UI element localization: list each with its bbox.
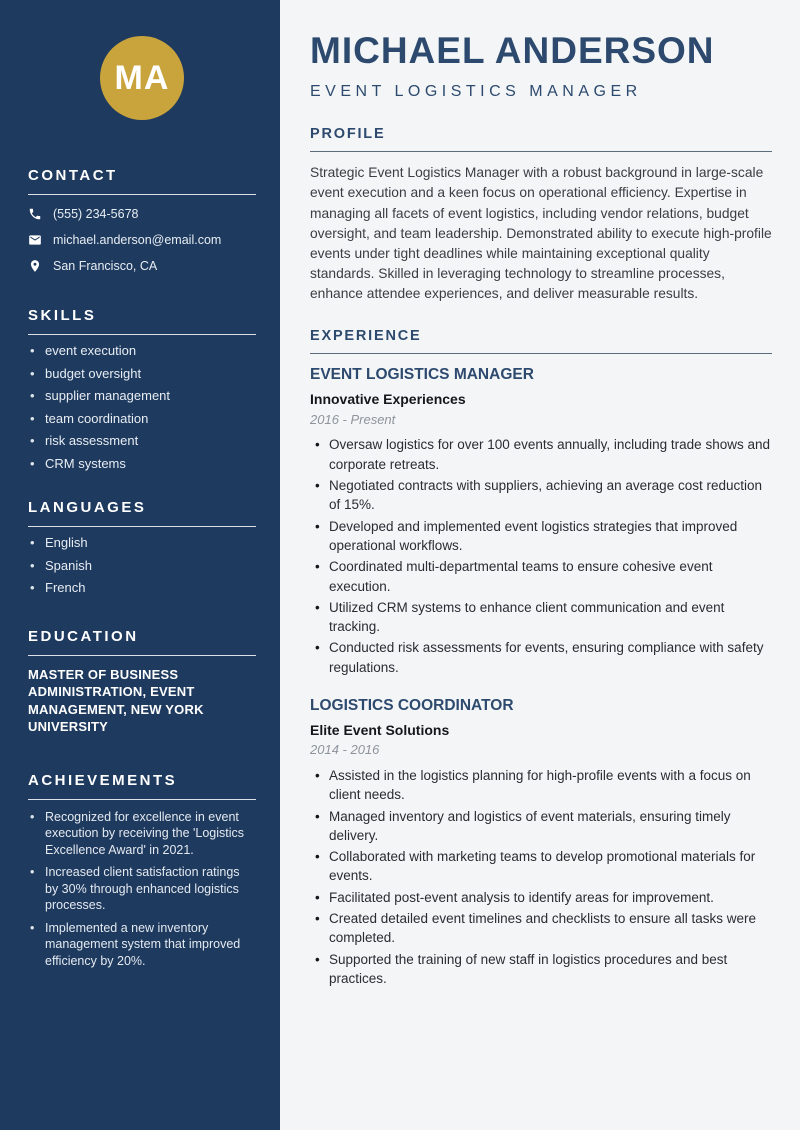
experience-heading: EXPERIENCE [310,328,772,354]
job-bullet: • Created detailed event timelines and checklists to ensure all tasks were completed. [310,909,772,948]
skills-section [28,307,256,473]
skills-divider [28,334,256,335]
language-item: • Spanish [28,557,256,576]
achievements-divider [28,799,256,800]
language-item: • French [28,579,256,598]
education-heading: EDUCATION [28,627,139,645]
mail-icon [28,233,42,247]
contact-item-location [28,253,256,279]
achievement-item: • Recognized for excellence in event execution by receiving the 'Logistics Excellence Award' in 2021. [28,809,256,859]
skills-heading: SKILLS [28,307,97,324]
job-entry [310,697,772,988]
contact-section [28,167,256,279]
education-degree: MASTER OF BUSINESS ADMINISTRATION, EVENT MANAGEMENT, NEW YORK UNIVERSITY [28,666,204,734]
sidebar [0,0,280,1130]
job-bullet: • Utilized CRM systems to enhance client communication and event tracking. [310,598,772,637]
job-bullet-list [310,766,772,988]
contact-item-phone [28,201,256,227]
experience-section [310,328,772,988]
job-dates: 2016 - Present [310,411,396,427]
job-bullet: • Negotiated contracts with suppliers, achieving an average cost reduction of 15%. [310,476,772,515]
job-company: Innovative Experiences [310,391,466,408]
job-bullet: • Conducted risk assessments for events, ensuring compliance with safety regulations. [310,638,772,677]
achievement-item: • Increased client satisfaction ratings by 30% through enhanced logistics processes. [28,864,256,914]
languages-divider [28,526,256,527]
education-section [28,628,256,736]
job-company: Elite Event Solutions [310,721,450,738]
achievement-item: • Implemented a new inventory management system that improved efficiency by 20%. [28,920,256,970]
skill-item: • risk assessment [28,432,256,451]
language-item: • English [28,534,256,553]
achievements-heading: ACHIEVEMENTS [28,771,178,789]
contact-heading: CONTACT [28,167,118,184]
skill-item: • CRM systems [28,455,256,474]
candidate-name: MICHAEL ANDERSON [310,30,715,71]
education-divider [28,655,256,656]
achievements-section [28,772,256,970]
location-icon [28,259,42,273]
skill-item: • budget oversight [28,365,256,384]
job-bullet: • Oversaw logistics for over 100 events annually, including trade shows and corporate retreats. [310,435,772,474]
candidate-role: EVENT LOGISTICS MANAGER [310,83,642,100]
contact-email-value: michael.anderson@email.com [53,233,222,247]
job-title: EVENT LOGISTICS MANAGER [310,366,534,384]
languages-section [28,499,256,598]
job-bullet: • Managed inventory and logistics of event materials, ensuring timely delivery. [310,807,772,846]
job-bullet: • Collaborated with marketing teams to develop promotional materials for events. [310,847,772,886]
job-bullet: • Coordinated multi-departmental teams to ensure cohesive event execution. [310,557,772,596]
job-dates: 2014 - 2016 [310,742,380,758]
profile-section [310,126,772,304]
skill-item: • team coordination [28,410,256,429]
job-bullet: • Facilitated post-event analysis to identify areas for improvement. [310,888,772,907]
contact-list [28,201,256,279]
resume-main [280,0,800,1130]
job-bullet: • Assisted in the logistics planning for high-profile events with a focus on client needs. [310,766,772,805]
avatar-initials: MA [114,58,170,97]
job-bullet: • Supported the training of new staff in logistics procedures and best practices. [310,950,772,989]
contact-item-email [28,227,256,253]
contact-phone-value: (555) 234-5678 [53,207,139,221]
languages-heading: LANGUAGES [28,499,147,516]
languages-list [28,534,256,598]
job-bullet-list [310,435,772,677]
job-bullet: • Developed and implemented event logistics strategies that improved operational workflows. [310,517,772,556]
skills-list [28,342,256,473]
contact-divider [28,194,256,195]
contact-location-value: San Francisco, CA [53,259,158,273]
avatar [100,36,184,120]
achievements-list [28,809,256,970]
phone-icon [28,207,42,221]
skill-item: • event execution [28,342,256,361]
profile-heading: PROFILE [310,126,772,152]
job-title: LOGISTICS COORDINATOR [310,696,514,714]
job-entry [310,366,772,677]
profile-text: Strategic Event Logistics Manager with a robust background in large-scale event execution and a keen focus on operational efficiency. Expertise in managing all facets of event logistics, including vendor relations, budget oversight, and team leadership. Demonstrated ability to execute high-profile events under tight deadlines while maintaining exceptional quality standards. Skilled in leveraging technology to streamline processes, enhance attendee experiences, and deliver measurable results. [310,165,772,301]
skill-item: • supplier management [28,387,256,406]
